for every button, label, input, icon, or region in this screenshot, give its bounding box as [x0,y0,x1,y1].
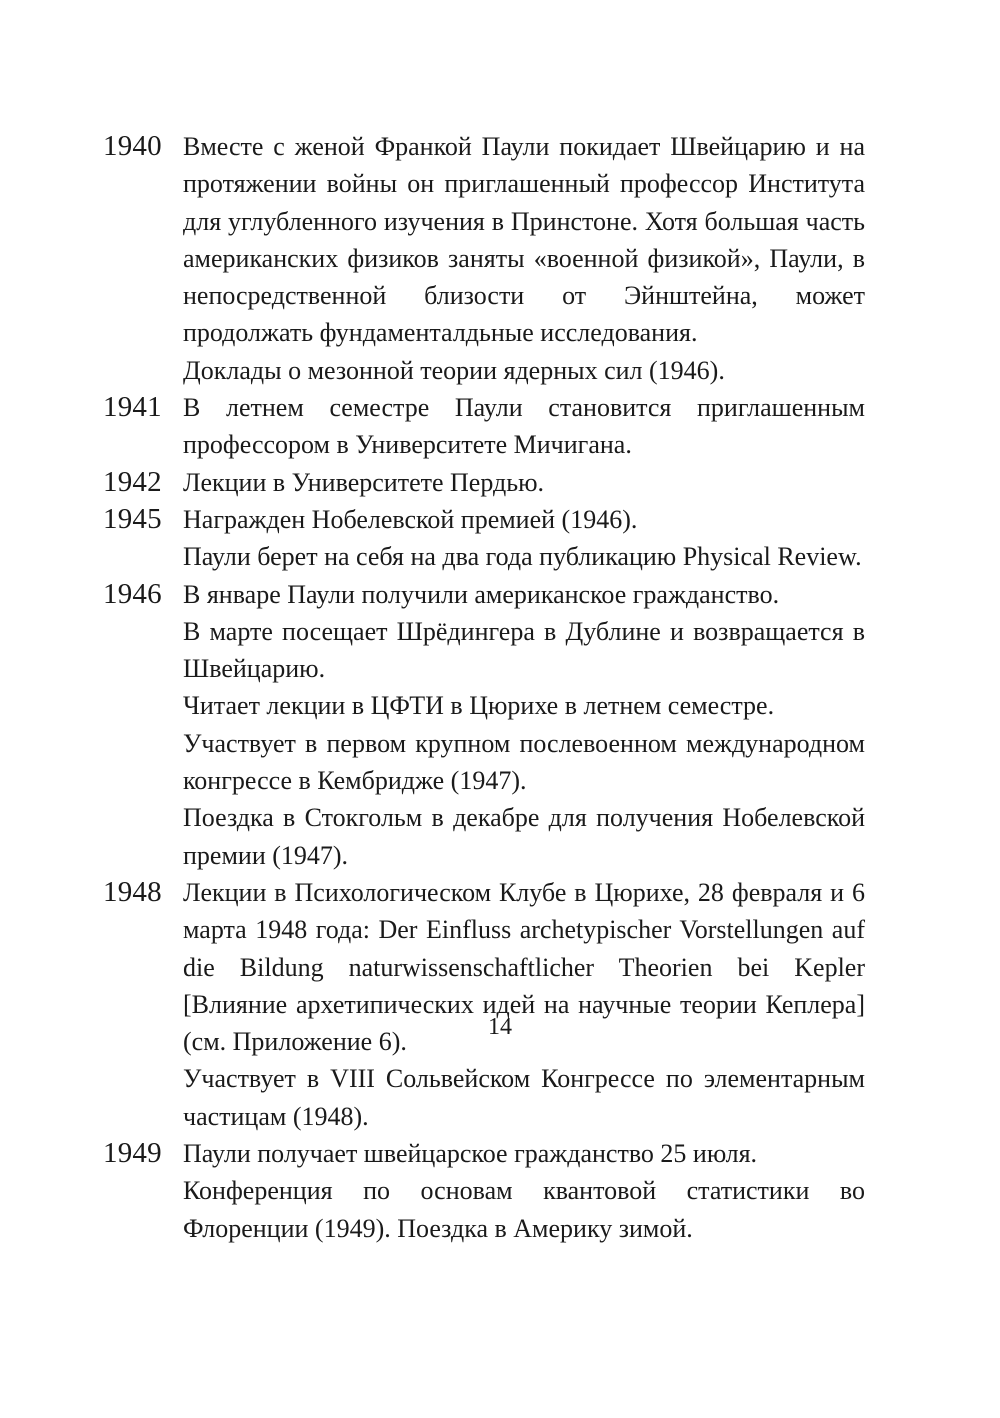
entry-body [183,501,865,576]
entry-year: 1946 [103,577,162,610]
entry-paragraph: В январе Паули получили американское гражданство. [183,579,780,609]
chronology-entry-1948 [103,874,865,1135]
entry-body [183,128,865,389]
entry-year: 1945 [103,502,162,535]
entry-body [183,389,865,464]
entry-paragraph: Участвует в первом крупном послевоенном международном конгрессе в Кембридже (1947). [183,728,865,796]
entry-paragraph: Конференция по основам квантовой статистики во Флоренции (1949). Поездка в Америку зимой. [183,1176,865,1243]
chronology [103,128,865,1247]
chronology-entry-1946 [103,576,865,874]
entry-paragraph: В марте посещает Шрёдингера в Дублине и возвращается в Швейцарию. [183,616,865,684]
entry-paragraph: Участвует в VIII Сольвейском Конгрессе по элементарным частицам (1948). [183,1064,865,1131]
entry-paragraph: Доклады о мезонной теории ядерных сил (1946). [183,355,725,385]
entry-body [183,464,865,501]
entry-year: 1942 [103,465,162,498]
entry-paragraph: В летнем семестре Паули становится приглашенным профессором в Университете Мичигана. [183,393,865,460]
chronology-entry-1942 [103,464,865,501]
chronology-entry-1940 [103,128,865,389]
chronology-entry-1949 [103,1135,865,1247]
entry-year: 1948 [103,875,162,908]
entry-paragraph: Вместе с женой Франкой Паули покидает Швейцарию и на протяжении войны он приглашенный профессор Института для углубленного изучения в Принстоне. Хотя большая часть американских физиков заняты «военной физикой», Паули, в непосредственной близости от Эйнштейна, может продолжать фундаменталдьные исследования. [183,132,865,348]
entry-paragraph: Паули берет на себя на два года публикацию Physical Review. [183,542,862,572]
entry-year: 1940 [103,130,162,162]
entry-paragraph: Лекции в Университете Пердью. [183,467,545,497]
entry-paragraph: Паули получает швейцарское гражданство 25 июля. [183,1139,758,1169]
entry-year: 1941 [103,391,162,424]
entry-paragraph: Награжден Нобелевской премией (1946). [183,504,638,534]
entry-paragraph: Лекции в Психологическом Клубе в Цюрихе, 28 февраля и 6 марта 1948 года: Der Einfluss archetypischer Vorstellungen auf die Bildung naturwissenschaftlicher Theorien bei Kepler [Влияние архетипических идей на научные теории Кеплера] (см. Приложение 6). [183,877,865,1057]
chronology-entry-1945 [103,501,865,576]
entry-body [183,874,865,1135]
entry-paragraph: Читает лекции в ЦФТИ в Цюрихе в летнем семестре. [183,691,775,721]
page-number: 14 [488,1014,512,1040]
entry-body [183,576,865,874]
entry-body [183,1135,865,1247]
entry-year: 1949 [103,1137,162,1170]
chronology-entry-1941 [103,389,865,464]
entry-paragraph: Поездка в Стокгольм в декабре для получения Нобелевской премии (1947). [183,803,865,870]
